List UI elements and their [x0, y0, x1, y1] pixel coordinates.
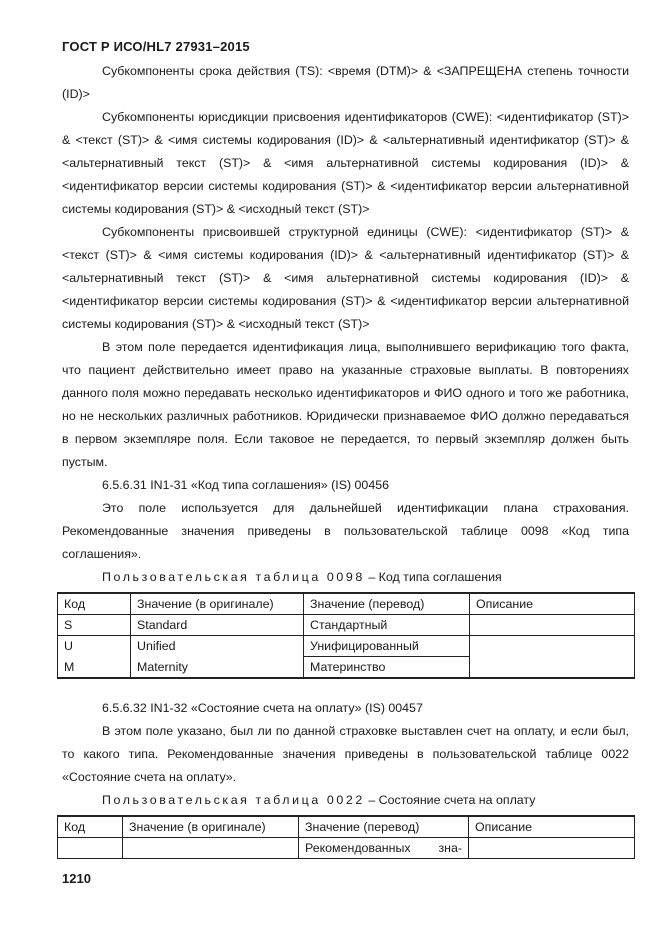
table-header-cell: Значение (в оригинале): [123, 816, 299, 838]
table-cell: [123, 838, 299, 859]
table-header-cell: Значение (в оригинале): [131, 593, 304, 615]
table-cell: Unified: [131, 636, 304, 657]
table-cell: [470, 657, 635, 679]
table-row: [58, 615, 635, 636]
table-cell: Стандартный: [304, 615, 470, 636]
table-cell: Материнство: [304, 657, 470, 679]
table-cell: Рекомендованных зна-: [299, 838, 469, 859]
paragraph-verification: В этом поле передается идентификация лица, выполнившего верификацию того факта, что пациент действительно имеет право на указанные страховые выплаты. В повторениях данного поля можно передавать несколько идентификаторов и ФИО одного и того же работника, но не нескольких различных работников. Юридически признаваемое ФИО должно передаваться в первом экземпляре поля. Если таковое не передается, то первый экземпляр должен быть пустым.: [62, 340, 629, 469]
table-cell: [58, 838, 123, 859]
paragraph-in1-32: В этом поле указано, был ли по данной страховке выставлен счет на оплату, и если был, то какого типа. Рекомендованные значения приведены в пользовательской таблице 0022 «Состояние счета на оплату».: [62, 724, 629, 784]
table-row: [58, 636, 635, 657]
table-header-cell: Значение (перевод): [304, 593, 470, 615]
table1-caption-sep: –: [368, 570, 376, 584]
table-0022: [57, 815, 635, 859]
section-heading-in1-31: 6.5.6.31 IN1-31 «Код типа соглашения» (IS) 00456: [102, 478, 389, 492]
paragraph-jurisdiction-subcomponents: Субкомпоненты юрисдикции присвоения идентификаторов (CWE): <идентификатор (ST)> & <текст (ST)> & <имя системы кодирования (ID)> & <альтернативный идентификатор (ST)> & <альтернативный текст (ST)> & <имя альтернативной системы кодирования (ID)> & <идентификатор версии системы кодирования (ST)> & <идентификатор версии альтернативной системы кодирования (ST)> & <исходный текст (ST)>: [62, 110, 629, 216]
table-cell: [470, 636, 635, 657]
table1-caption-label: Пользовательская таблица 0098: [102, 570, 365, 584]
table-header-row: [58, 816, 635, 838]
table-cell: Standard: [131, 615, 304, 636]
table-header-row: [58, 593, 635, 615]
table-header-cell: Значение (перевод): [299, 816, 469, 838]
table-cell: Maternity: [131, 657, 304, 679]
paragraph-structural-unit-subcomponents: Субкомпоненты присвоившей структурной единицы (CWE): <идентификатор (ST)> & <текст (ST)> & <имя системы кодирования (ID)> & <альтернативный идентификатор (ST)> & <альтернативный текст (ST)> & <имя альтернативной системы кодирования (ID)> & <идентификатор версии системы кодирования (ST)> & <идентификатор версии альтернативной системы кодирования (ST)> & <исходный текст (ST)>: [62, 225, 629, 331]
table-row: [58, 657, 635, 679]
section-heading-in1-32: 6.5.6.32 IN1-32 «Состояние счета на оплату» (IS) 00457: [102, 701, 423, 715]
table-header-cell: Описание: [470, 593, 635, 615]
table-row: [58, 838, 635, 859]
table2-caption-title: Состояние счета на оплату: [378, 793, 536, 807]
standard-header: ГОСТ Р ИСО/HL7 27931–2015: [62, 39, 250, 54]
table1-caption-title: Код типа соглашения: [378, 570, 502, 584]
table1-caption: [102, 566, 502, 589]
table2-caption: [102, 789, 535, 812]
paragraph-ts-subcomponents: Субкомпоненты срока действия (TS): <время (DTM)> & <ЗАПРЕЩЕНА степень точности (ID)>: [62, 64, 629, 101]
table-cell: Унифицированный: [304, 636, 470, 657]
table-cell: S: [58, 615, 131, 636]
table-header-cell: Код: [58, 593, 131, 615]
table-cell: [470, 615, 635, 636]
paragraph-in1-31: Это поле используется для дальнейшей идентификации плана страхования. Рекомендованные значения приведены в пользовательской таблице 0098 «Код типа соглашения».: [62, 501, 629, 561]
table-cell: M: [58, 657, 131, 679]
table-0098: [57, 592, 635, 679]
table2-caption-sep: –: [368, 793, 376, 807]
table-cell: [469, 838, 635, 859]
page-number: 1210: [62, 871, 91, 886]
table2-caption-label: Пользовательская таблица 0022: [102, 793, 365, 807]
table-cell: U: [58, 636, 131, 657]
table-header-cell: Описание: [469, 816, 635, 838]
table-header-cell: Код: [58, 816, 123, 838]
